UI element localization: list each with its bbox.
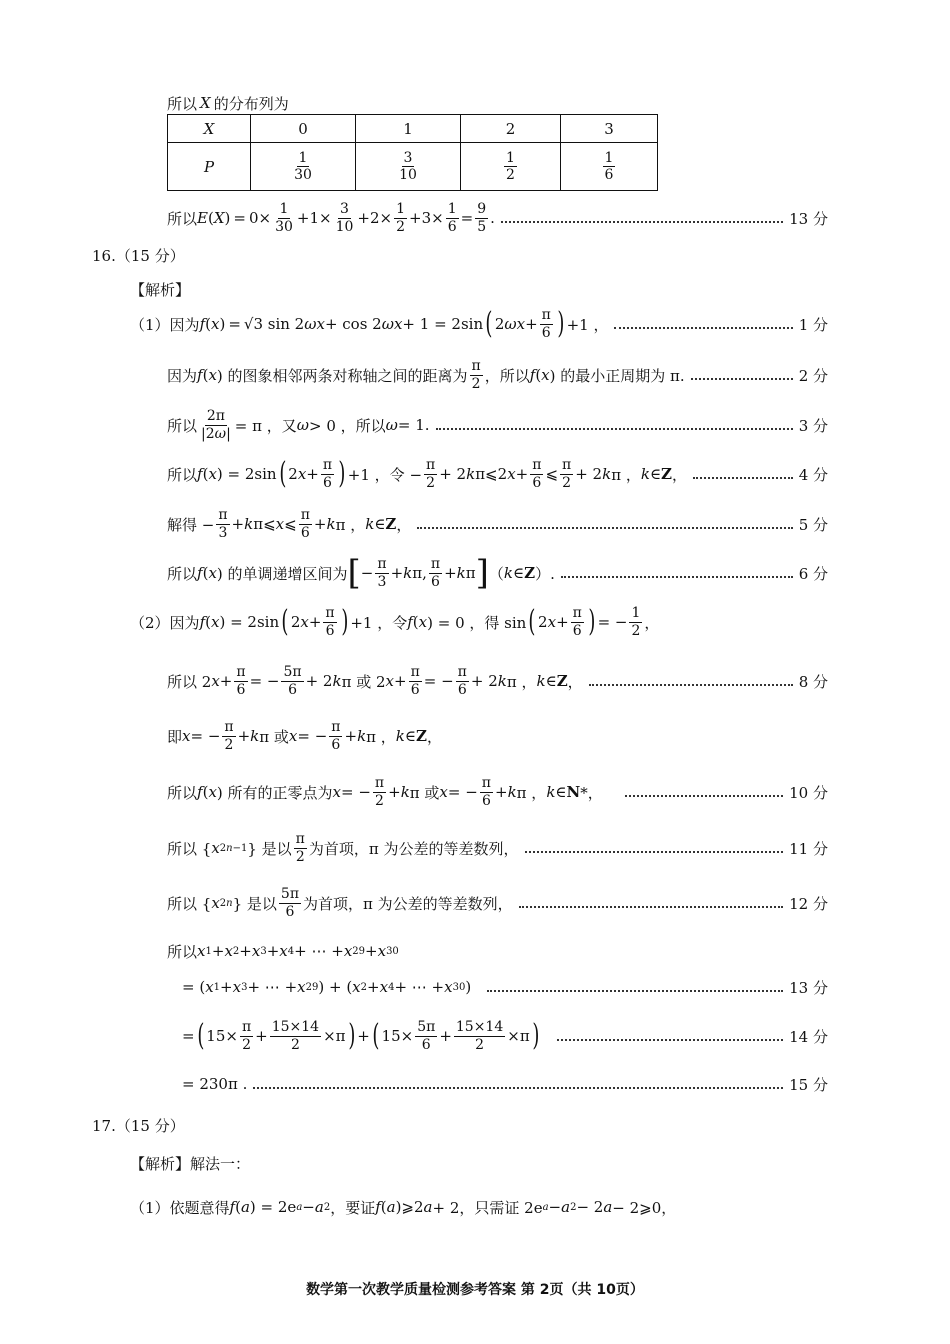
solution-line: 因为 f ( x ) 的图象相邻两条对称轴之间的距离为 $\frac{\pi}{2}$ ，所以 f ( x ) 的最小正周期为 π. 2 分 bbox=[167, 358, 828, 392]
table-prob-row bbox=[168, 143, 658, 191]
distribution-intro: 所以 X 的分布列为 bbox=[167, 94, 289, 113]
solution-line: 所以 $\frac{2\pi}{|2\omega|}$ = π ，又 ω > 0 ，所以 ω = 1. 3 分 bbox=[167, 408, 828, 442]
score-label: 6 分 bbox=[798, 564, 828, 583]
table-header-cell: 2 bbox=[461, 115, 561, 143]
table-prob-cell: $\frac{1}{6}$ bbox=[561, 143, 658, 191]
table-header-cell: 1 bbox=[356, 115, 461, 143]
table-prob-cell: $\frac{1}{30}$ bbox=[251, 143, 356, 191]
score-label: 8 分 bbox=[798, 672, 828, 691]
table-header-row bbox=[168, 115, 658, 143]
score-label: 14 分 bbox=[789, 1027, 828, 1046]
score-label: 11 分 bbox=[789, 839, 828, 858]
part-label: （1） bbox=[130, 315, 170, 334]
solution-line: 所以 { x 2n−1 } 是以 $\frac{\pi}{2}$ 为首项，π 为公差的等差数列， 11 分 bbox=[167, 831, 828, 865]
q16-analysis: 【解析】 bbox=[130, 280, 191, 299]
solution-line: 即 x = − $\frac{\pi}{2}$ + k π 或 x = − $\frac{\pi}{6}$ + k π ， k ∈ Z ， bbox=[167, 719, 442, 753]
table-header-cell: 0 bbox=[251, 115, 356, 143]
solution-line: 所以 x 1 + x 2 + x 3 + x 4 + ⋯ + x 29 + x 30 bbox=[167, 942, 399, 961]
page-footer: 数学第一次教学质量检测参考答案 第 2页（共 10页） bbox=[306, 1282, 644, 1298]
q17-analysis: 【解析】解法一： bbox=[130, 1154, 251, 1173]
score-label: 1 分 bbox=[798, 315, 828, 334]
q17-line1: （1）依题意得 f ( a ) = 2e a − a 2 ，要证 f ( a )⩾2 a + 2，只需证 2e a − a 2 − 2 a − 2⩾0， bbox=[130, 1198, 677, 1217]
score-label: 10 分 bbox=[789, 783, 828, 802]
solution-line: = 230π . 15 分 bbox=[182, 1075, 828, 1094]
solution-line: = ( x 1 + x 3 + ⋯ + x 29 ) + ( x 2 + x 4 + ⋯ + x 30 ) 13 分 bbox=[182, 978, 828, 997]
table-header-cell: 3 bbox=[561, 115, 658, 143]
score-label: 15 分 bbox=[789, 1075, 828, 1094]
solution-line: 所以 f ( x ) = 2sin ( 2 x + $\frac{\pi}{6}$ ) +1 ，令 − $\frac{\pi}{2}$ + 2 k π⩽2 x + $\frac{\pi}{6}$ ⩽ $\frac{\pi}{2}$ + 2 k π ， k ∈ Z ， 4 分 bbox=[167, 456, 828, 491]
score-label: 2 分 bbox=[798, 366, 828, 385]
solution-line: （2） 因为 f ( x ) = 2sin ( 2 x + $\frac{\pi}{6}$ ) +1 ，令 f ( x ) = 0 ，得 sin ( 2 x + $\frac{\pi}{6}$ ) = − $\frac{1}{2}$ ， bbox=[130, 604, 660, 639]
score-label: 12 分 bbox=[789, 894, 828, 913]
solution-line: 所以 f ( x ) 所有的正零点为 x = − $\frac{\pi}{2}$ + k π 或 x = − $\frac{\pi}{6}$ + k π ， k ∈ N *， 10 分 bbox=[167, 775, 828, 809]
solution-line: （1） 因为 f ( x ) = √3 sin 2 ωx + cos 2 ωx + 1 = 2sin ( 2 ωx + $\frac{\pi}{6}$ ) +1 ， 1 分 bbox=[130, 306, 828, 341]
score-label: 13 分 bbox=[789, 209, 828, 228]
solution-line: 所以 2 x + $\frac{\pi}{6}$ = − $\frac{5\pi}{6}$ + 2 k π 或 2 x + $\frac{\pi}{6}$ = − $\frac{\pi}{6}$ + 2 k π ， k ∈ Z ， 8 分 bbox=[167, 664, 828, 698]
solution-line: 所以 { x 2n } 是以 $\frac{5\pi}{6}$ 为首项，π 为公差的等差数列， 12 分 bbox=[167, 886, 828, 920]
q16-heading: 16.（15 分） bbox=[92, 246, 185, 265]
part-label: （2） bbox=[130, 613, 170, 632]
score-label: 4 分 bbox=[798, 465, 828, 484]
solution-line: = ( 15× $\frac{\pi}{2}$ + $\frac{15\times 14}{2}$ ×π ) + ( 15× $\frac{5\pi}{6}$ + $\frac{15\times 14}{2}$ ×π ) 14 分 bbox=[182, 1018, 828, 1053]
solution-line: 所以 f ( x ) 的单调递增区间为 [ − $\frac{\pi}{3}$ + k π, $\frac{\pi}{6}$ + k π ] （ k ∈ Z ）. 6 分 bbox=[167, 553, 828, 593]
solution-line: 解得 − $\frac{\pi}{3}$ + k π⩽ x ⩽ $\frac{\pi}{6}$ + k π ， k ∈ Z ， 5 分 bbox=[167, 507, 828, 541]
expectation-line: 所以 E ( X ) = 0× $\frac{1}{30}$ +1× $\frac{3}{10}$ +2× $\frac{1}{2}$ +3× $\frac{1}{6}$ = $\frac{9}{5}$ . 13 分 bbox=[167, 201, 828, 235]
distribution-table bbox=[167, 114, 658, 191]
score-label: 13 分 bbox=[789, 978, 828, 997]
q17-heading: 17.（15 分） bbox=[92, 1116, 185, 1135]
table-prob-cell: $\frac{1}{2}$ bbox=[461, 143, 561, 191]
score-label: 5 分 bbox=[798, 515, 828, 534]
table-row-label: P bbox=[168, 143, 251, 191]
table-header-cell: X bbox=[168, 115, 251, 143]
score-label: 3 分 bbox=[798, 416, 828, 435]
table-prob-cell: $\frac{3}{10}$ bbox=[356, 143, 461, 191]
